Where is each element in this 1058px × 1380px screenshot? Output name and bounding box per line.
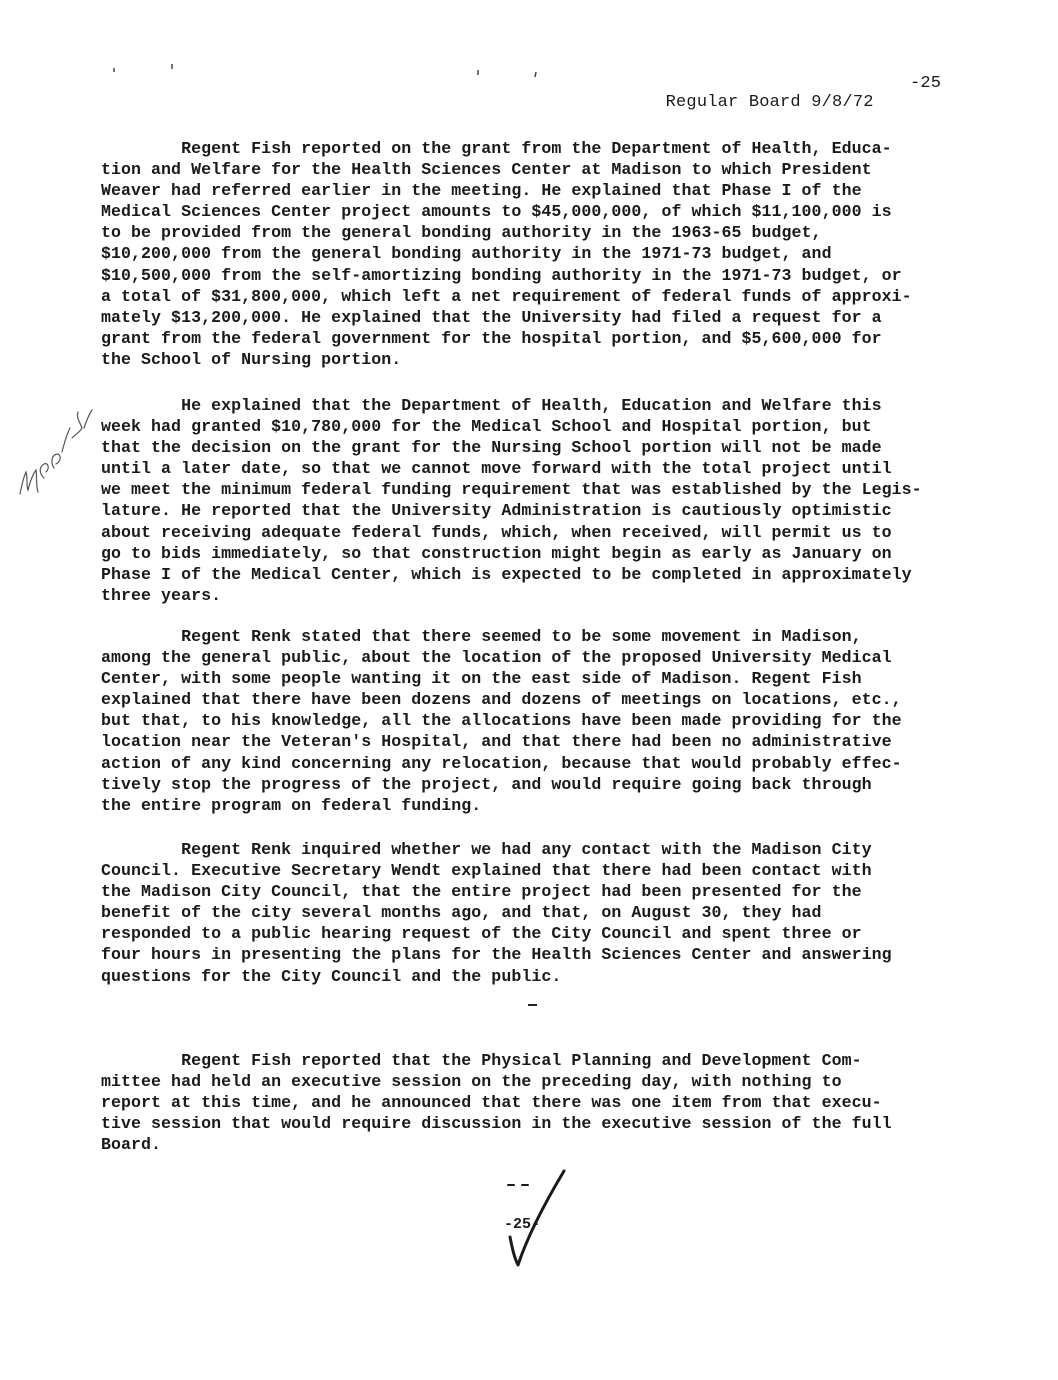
paragraph-line: Regent Renk inquired whether we had any contact with the Madison City: [101, 840, 872, 859]
handwritten-checkmark: [498, 1165, 578, 1275]
paragraph-line: lature. He reported that the University Administration is cautiously optimistic: [101, 501, 892, 521]
paragraph-line: Council. Executive Secretary Wendt explained that there had been contact with: [101, 861, 872, 881]
paragraph-line: about receiving adequate federal funds, which, when received, will permit us to: [101, 522, 892, 542]
margin-note-drawing: [14, 398, 104, 508]
paragraph-location-discussion: [101, 626, 961, 816]
paragraph-line: a total of $31,800,000, which left a net requirement of federal funds of approxi-: [101, 286, 912, 306]
paragraph-line: Regent Fish reported that the Physical Planning and Development Com-: [101, 1051, 862, 1070]
paragraph-line: the entire program on federal funding.: [101, 795, 482, 815]
paragraph-line: four hours in presenting the plans for the Health Sciences Center and answering: [101, 945, 892, 965]
paragraph-line: Weaver had referred earlier in the meeting. He explained that Phase I of the: [101, 181, 862, 201]
paragraph-line: among the general public, about the location of the proposed University Medical: [101, 648, 892, 668]
paragraph-line: Regent Renk stated that there seemed to be some movement in Madison,: [101, 627, 862, 646]
paragraph-line: $10,200,000 from the general bonding authority in the 1971-73 budget, and: [101, 244, 832, 264]
paragraph-line: grant from the federal government for the hospital portion, and $5,600,000 for: [101, 328, 882, 348]
paragraph-grant-status: [101, 395, 961, 606]
paragraph-line: Phase I of the Medical Center, which is expected to be completed in approximately: [101, 564, 912, 584]
checkmark-icon: [498, 1165, 578, 1275]
paragraph-line: benefit of the city several months ago, and that, on August 30, they had: [101, 903, 822, 923]
paragraph-line: He explained that the Department of Health, Education and Welfare this: [101, 396, 882, 415]
scan-speck-marks: [110, 62, 550, 92]
handwritten-margin-note: [14, 398, 104, 508]
paragraph-line: tively stop the progress of the project, and would require going back through: [101, 774, 872, 794]
paragraph-line: go to bids immediately, so that construction might begin as early as January on: [101, 543, 892, 563]
paragraph-line: report at this time, and he announced that there was one item from that execu-: [101, 1093, 882, 1113]
paragraph-line: mately $13,200,000. He explained that the University had filed a request for a: [101, 307, 882, 327]
paragraph-line: to be provided from the general bonding authority in the 1963-65 budget,: [101, 223, 822, 243]
paragraph-line: the School of Nursing portion.: [101, 349, 402, 369]
paragraph-line: explained that there have been dozens and dozens of meetings on locations, etc.,: [101, 690, 902, 710]
paragraph-line: we meet the minimum federal funding requirement that was established by the Legis-: [101, 480, 922, 500]
stray-scan-marks: [110, 62, 550, 97]
paragraph-line: Board.: [101, 1135, 162, 1155]
paragraph-line: Medical Sciences Center project amounts to $45,000,000, of which $11,100,000 is: [101, 202, 892, 222]
paragraph-line: responded to a public hearing request of the City Council and spent three or: [101, 924, 862, 944]
paragraph-line: week had granted $10,780,000 for the Medical School and Hospital portion, but: [101, 417, 872, 437]
paragraph-line: until a later date, so that we cannot move forward with the total project until: [101, 459, 892, 479]
paragraph-line: that the decision on the grant for the Nursing School portion will not be made: [101, 438, 882, 458]
paragraph-line: Center, with some people wanting it on the east side of Madison. Regent Fish: [101, 669, 862, 689]
paragraph-executive-session: [101, 1050, 961, 1155]
paragraph-line: questions for the City Council and the public.: [101, 966, 562, 986]
paragraph-line: the Madison City Council, that the entire project had been presented for the: [101, 882, 862, 902]
paragraph-city-council: [101, 839, 961, 987]
header-title: Regular Board 9/8/72: [665, 93, 874, 112]
header-page-number: -25: [910, 74, 942, 93]
section-divider-dash: [528, 1004, 537, 1006]
paragraph-hew-grant: [101, 138, 961, 370]
paragraph-line: Regent Fish reported on the grant from the Department of Health, Educa-: [101, 139, 892, 158]
paragraph-line: tion and Welfare for the Health Sciences Center at Madison to which President: [101, 160, 872, 180]
paragraph-line: tive session that would require discussion in the executive session of the full: [101, 1114, 892, 1134]
paragraph-line: mittee had held an executive session on the preceding day, with nothing to: [101, 1072, 842, 1092]
paragraph-line: but that, to his knowledge, all the allocations have been made providing for the: [101, 711, 902, 731]
paragraph-line: $10,500,000 from the self-amortizing bonding authority in the 1971-73 budget, or: [101, 265, 902, 285]
paragraph-line: three years.: [101, 585, 222, 605]
footer-page-mark: -25-: [504, 1216, 541, 1233]
paragraph-line: location near the Veteran's Hospital, and that there had been no administrative: [101, 732, 892, 752]
paragraph-line: action of any kind concerning any relocation, because that would probably effec-: [101, 753, 902, 773]
